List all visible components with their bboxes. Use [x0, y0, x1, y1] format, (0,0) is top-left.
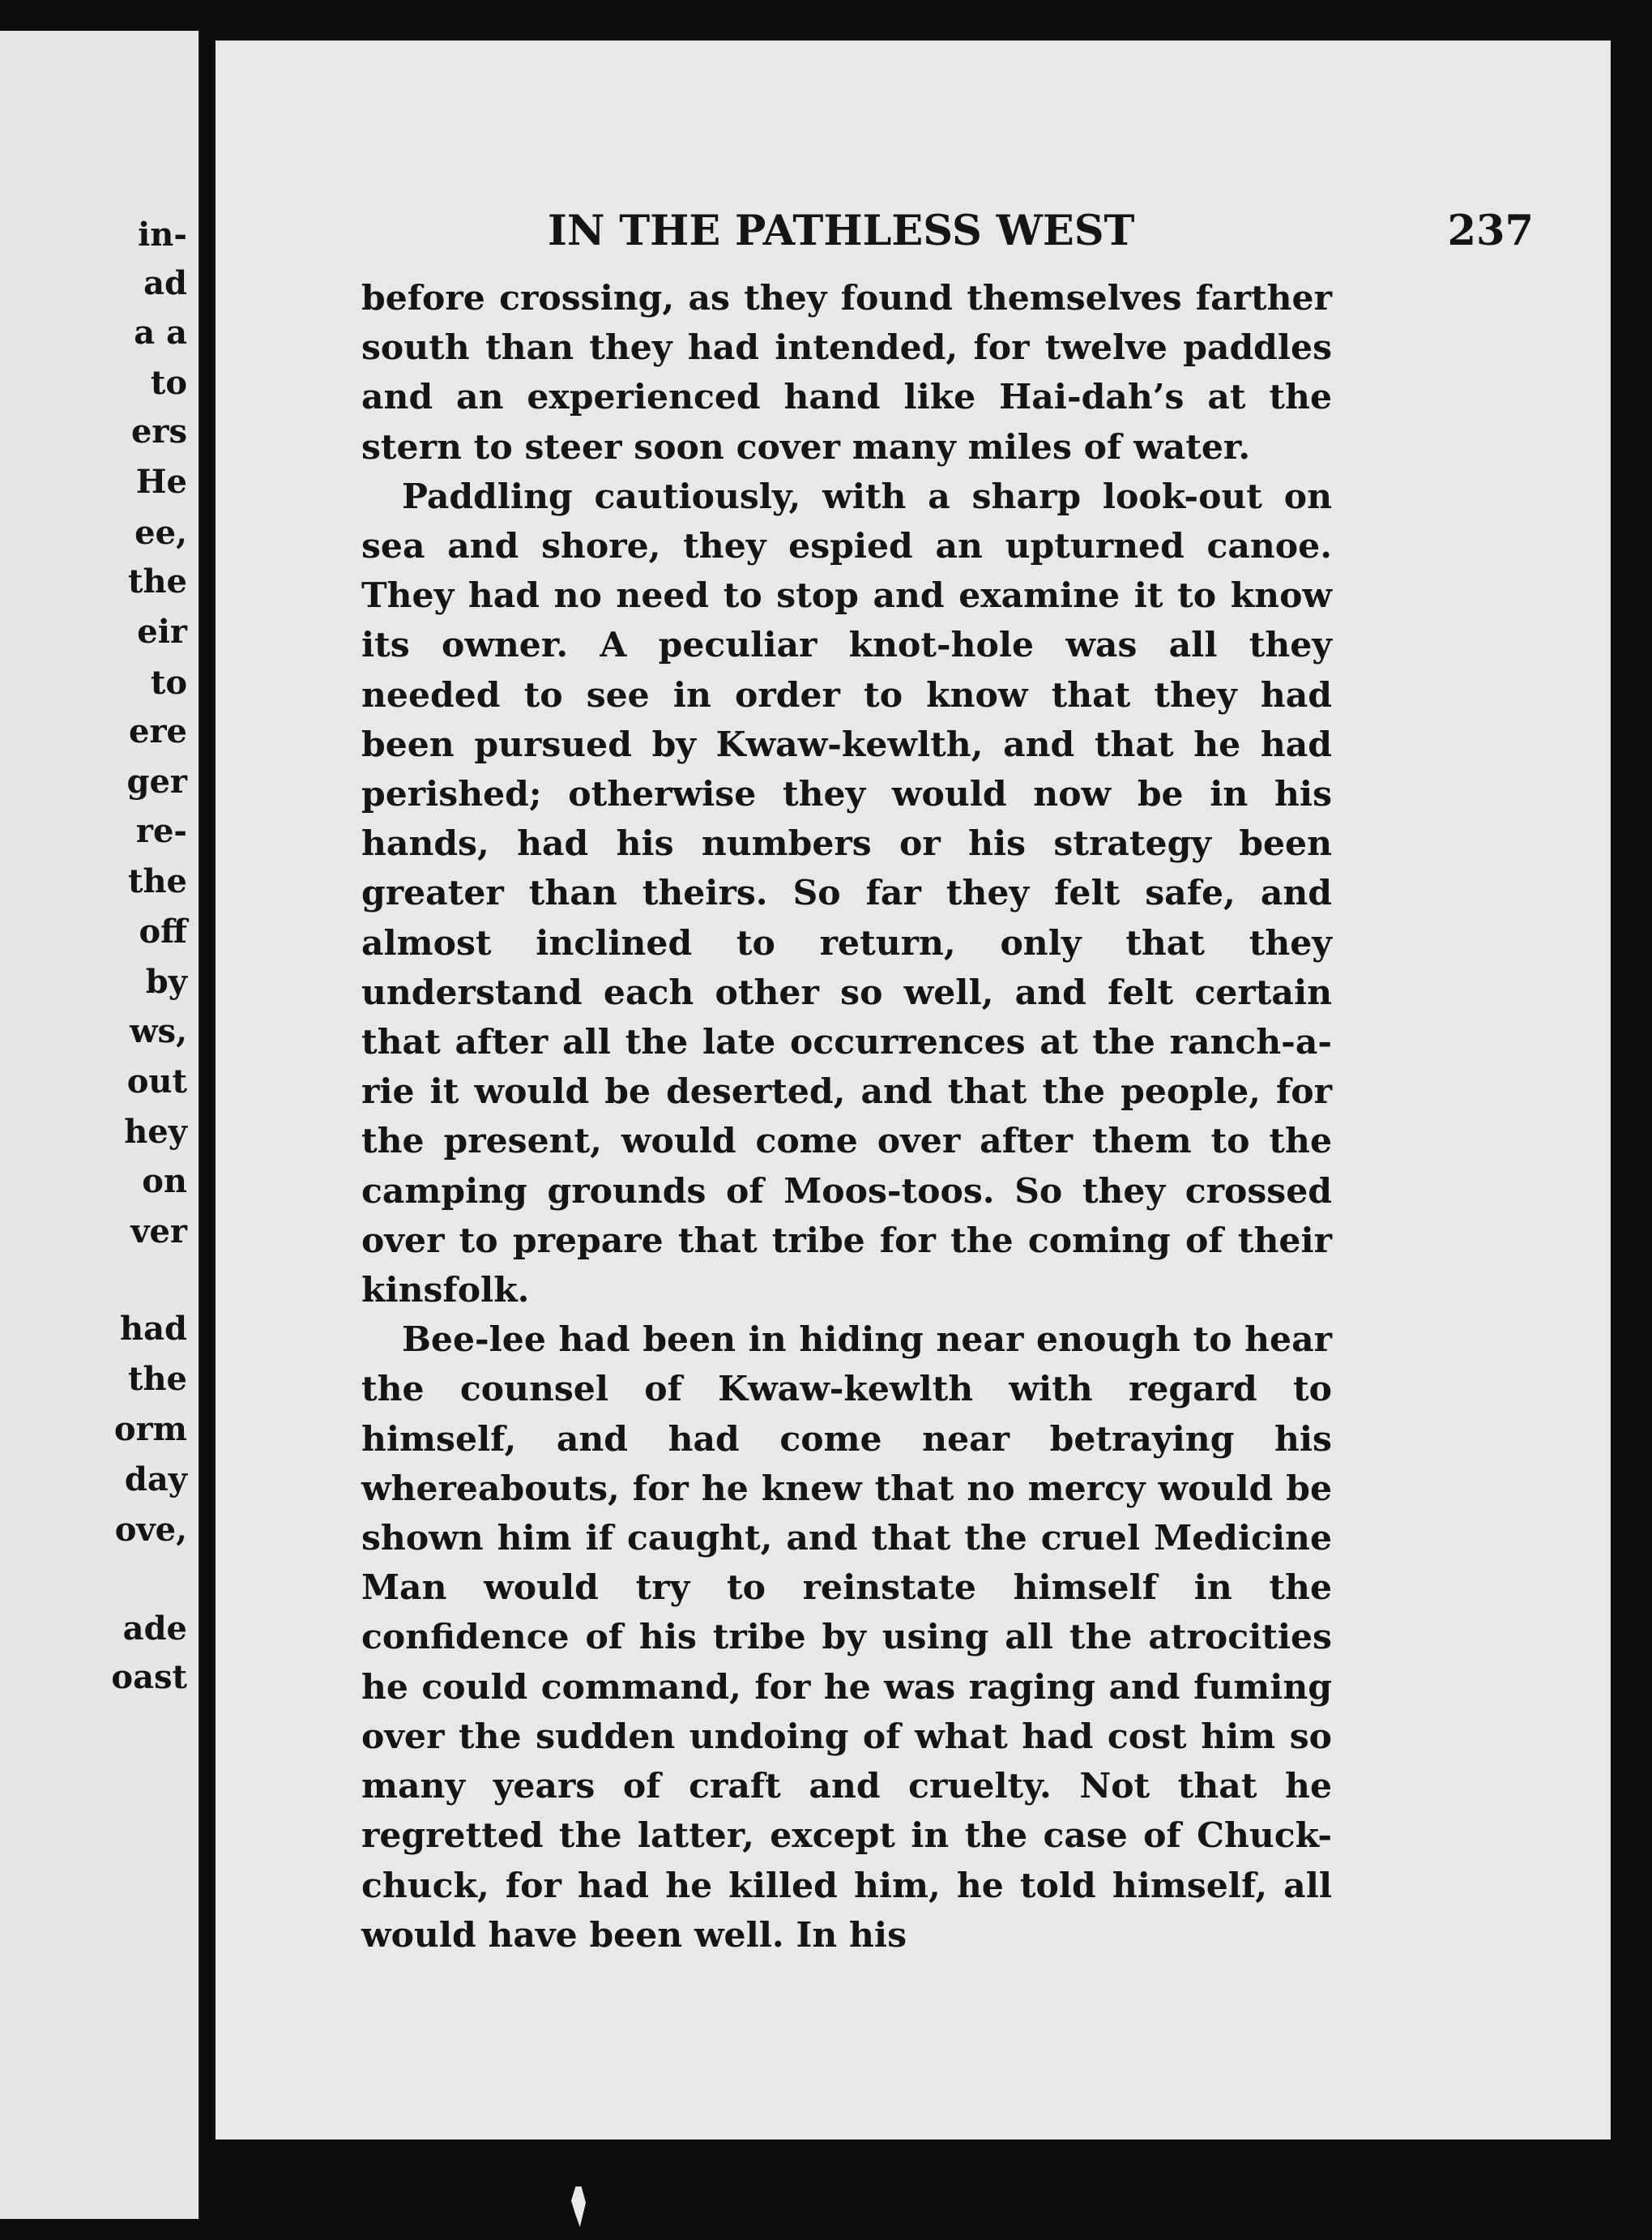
- facing-page-line-fragment: to: [150, 364, 187, 402]
- facing-page-line-fragment: out: [126, 1062, 187, 1101]
- facing-page-line-fragment: ade: [122, 1609, 187, 1648]
- facing-page-line-fragment: oast: [111, 1658, 187, 1696]
- facing-page-line-fragment: ee,: [134, 514, 187, 552]
- facing-page-line-fragment: on: [142, 1162, 187, 1200]
- book-page: [213, 41, 1611, 2140]
- paragraph-2: Paddling cautiously, with a sharp look-out on sea and shore, they espied an upturned canoe. They had no need to stop and examine it to know its owner. A peculiar knot-hole was all they needed to see in order to know that they had been pursued by Kwaw-kewlth, and that he had perished; otherwise they would now be in his hands, had his numbers or his strategy been greater than theirs. So far they felt safe, and almost inclined to return, only that they understand each other so well, and felt certain that after all the late occurrences at the ranch-a-rie it would be deserted, and that the people, for the present, would come over after them to the camping grounds of Moos-toos. So they crossed over to prepare that tribe for the coming of their kinsfolk.: [361, 476, 1332, 1311]
- facing-page-line-fragment: hey: [124, 1113, 187, 1151]
- body-text: [361, 274, 1332, 1960]
- facing-page-line-fragment: re-: [135, 812, 187, 850]
- facing-page-line-fragment: ws,: [130, 1012, 187, 1050]
- facing-page-line-fragment: ere: [129, 712, 187, 750]
- page-header: [548, 207, 1534, 255]
- facing-page-line-fragment: off: [139, 913, 187, 951]
- facing-page-line-fragment: day: [124, 1460, 187, 1498]
- book-gutter: [200, 0, 213, 2240]
- facing-page-line-fragment: by: [145, 963, 187, 1001]
- facing-page-line-fragment: ver: [130, 1212, 187, 1250]
- facing-page-line-fragment: in-: [138, 216, 187, 254]
- facing-page-line-fragment: had: [120, 1310, 187, 1348]
- facing-page-line-fragment: ad: [143, 264, 187, 302]
- facing-page-line-fragment: ers: [130, 413, 187, 451]
- facing-page-line-fragment: to: [150, 664, 187, 702]
- facing-page-line-fragment: eir: [137, 613, 187, 651]
- page-number: 237: [1447, 207, 1534, 255]
- facing-page-line-fragment: ove,: [114, 1511, 187, 1549]
- facing-page-fragment: [0, 31, 200, 2219]
- facing-page-line-fragment: the: [127, 862, 187, 900]
- running-head: IN THE PATHLESS WEST: [548, 207, 1135, 255]
- facing-page-line-fragment: the: [127, 562, 187, 601]
- paragraph-1: before crossing, as they found themselves farther south than they had intended, for twelve paddles and an experienced hand like Hai-dah’s at the stern to steer soon cover many miles of water.: [361, 278, 1332, 468]
- facing-page-line-fragment: ger: [126, 763, 187, 801]
- paragraph-3: Bee-lee had been in hiding near enough to hear the counsel of Kwaw-kewlth with regard to himself, and had come near betraying his whereabouts, for he knew that no mercy would be shown him if caught, and that the cruel Medicine Man would try to reinstate himself in the confidence of his tribe by using all the atrocities he could command, for he was raging and fuming over the sudden undoing of what had cost him so many years of craft and cruelty. Not that he regretted the latter, except in the case of Chuck-chuck, for had he killed him, he told himself, all would have been well. In his: [361, 1319, 1332, 1956]
- facing-page-line-fragment: orm: [113, 1410, 187, 1448]
- facing-page-line-fragment: a a: [134, 314, 187, 352]
- binding-mark: [571, 2187, 586, 2227]
- facing-page-line-fragment: He: [135, 463, 187, 501]
- facing-page-line-fragment: the: [127, 1360, 187, 1398]
